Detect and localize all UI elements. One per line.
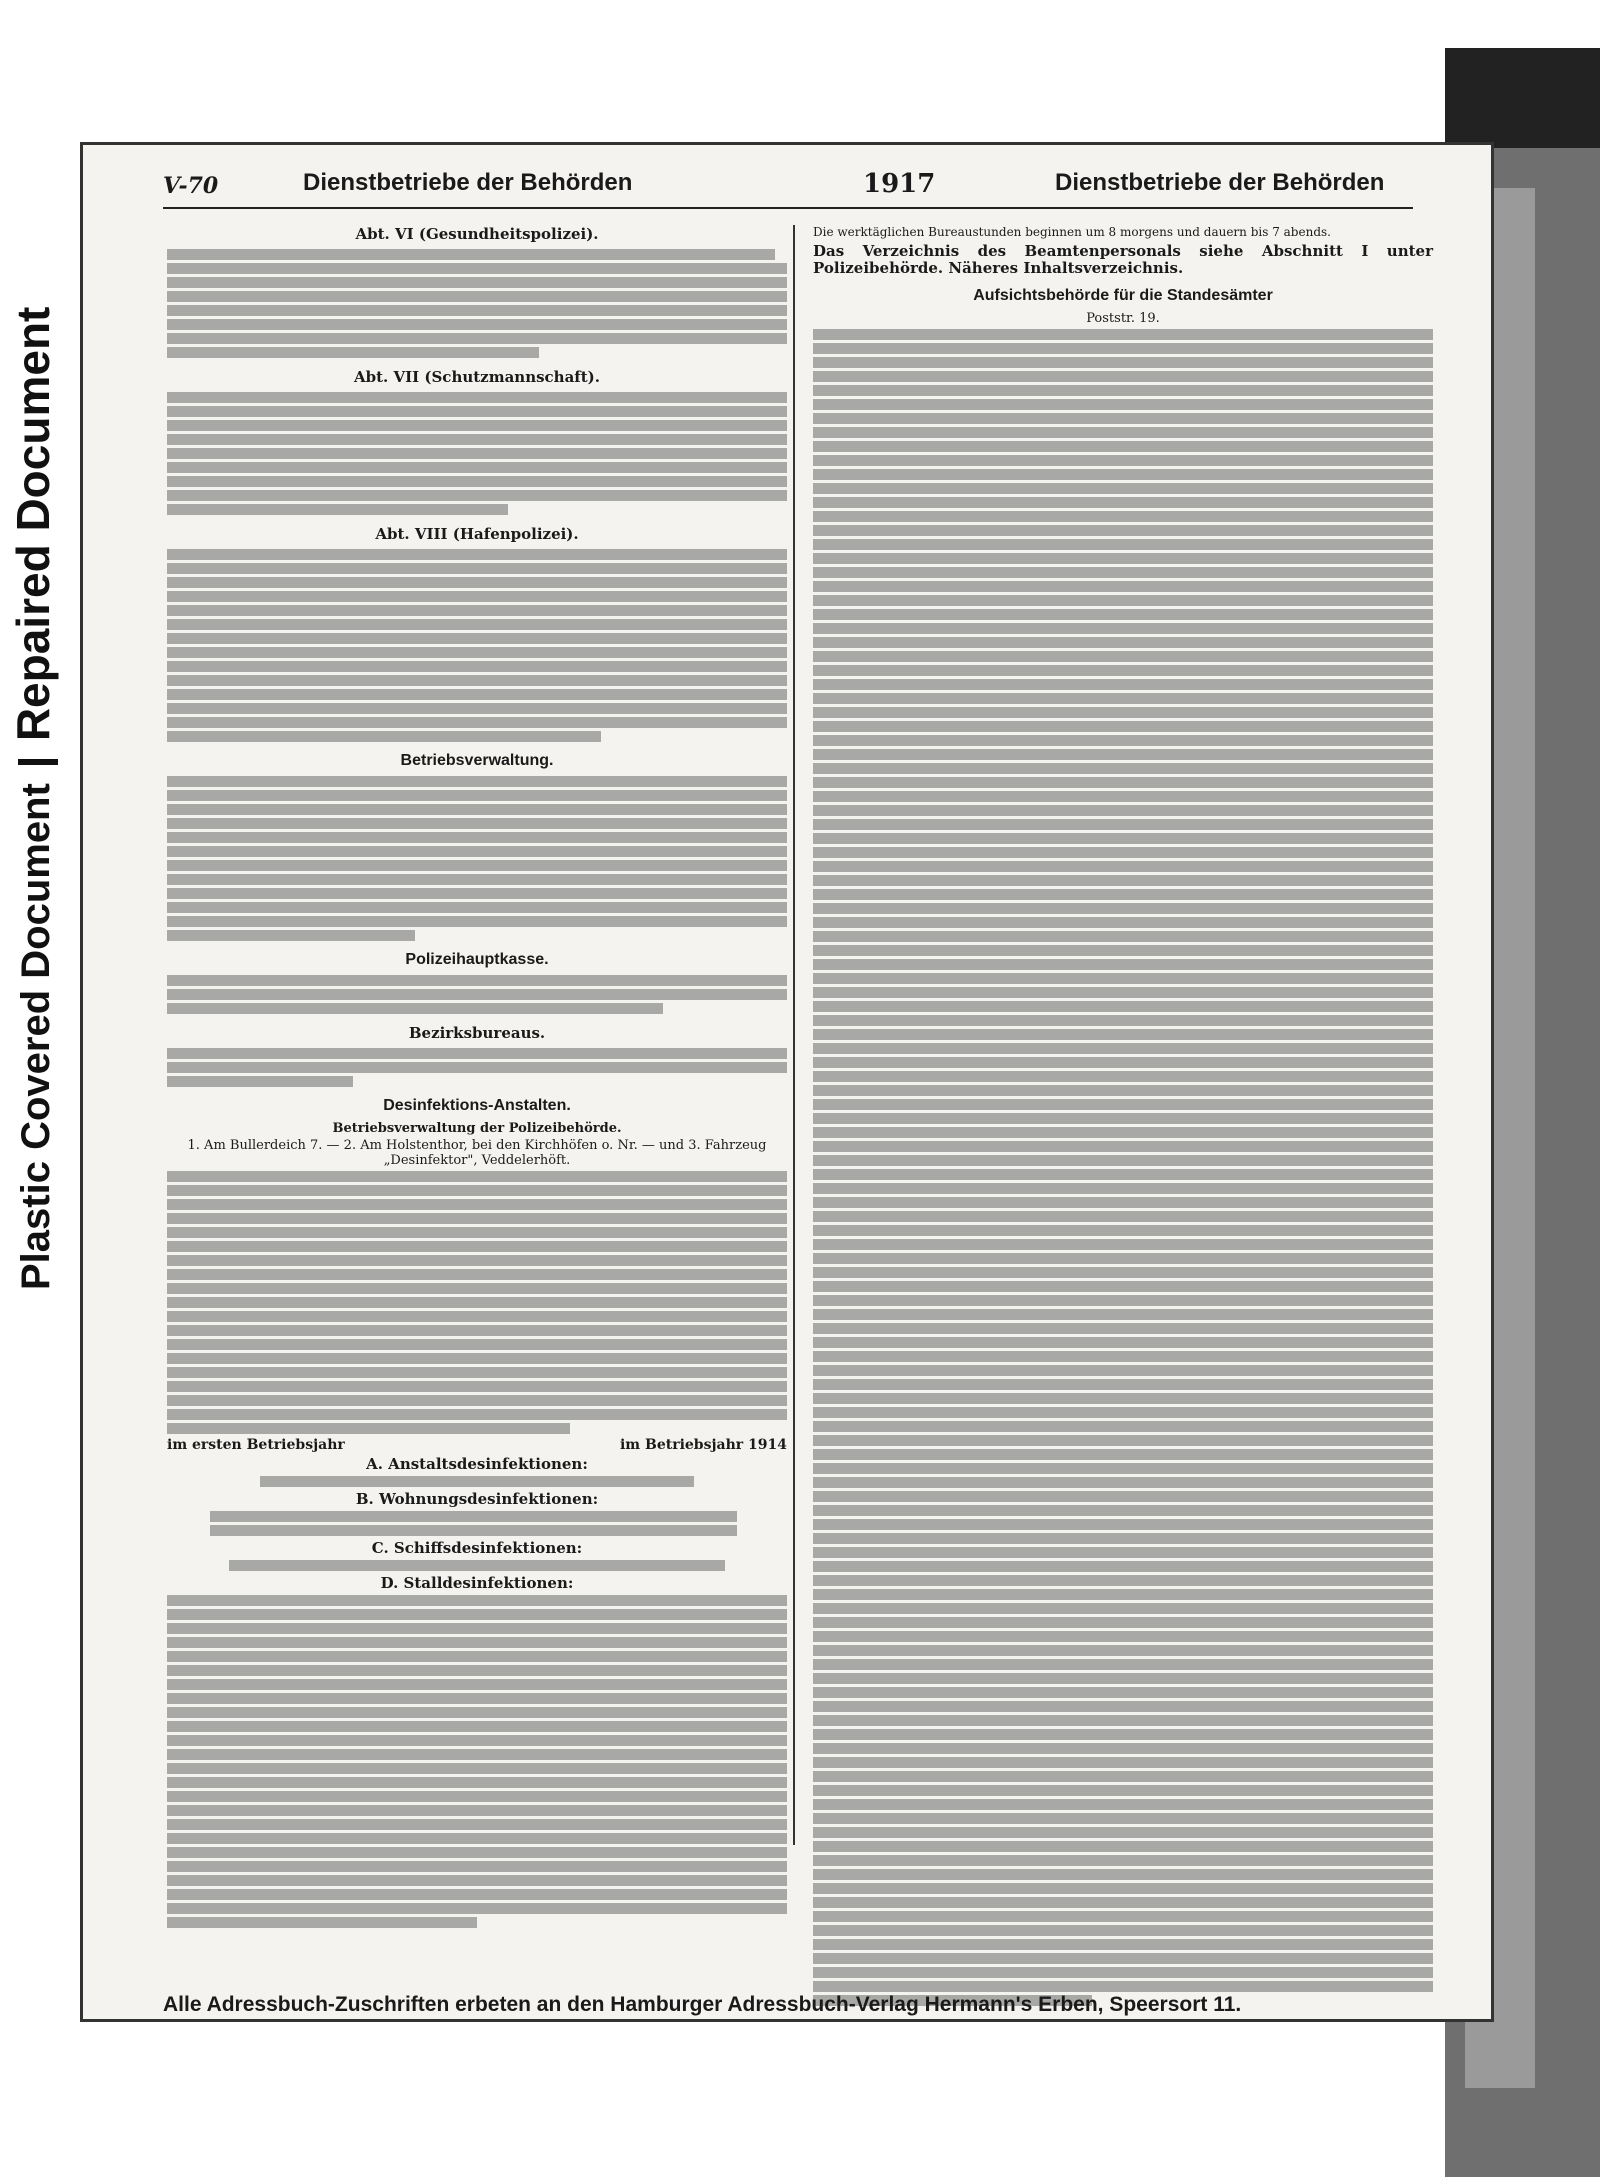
illegible-text-line [167, 1048, 787, 1059]
illegible-text-line [813, 1813, 1433, 1824]
illegible-text-line [813, 693, 1433, 704]
illegible-text-line [167, 1297, 787, 1308]
illegible-text-line [167, 249, 775, 260]
illegible-text-line [167, 1791, 787, 1802]
illegible-text-line [813, 595, 1433, 606]
illegible-text-line [167, 1062, 787, 1073]
illegible-text-line [167, 1003, 663, 1014]
illegible-text-line [167, 989, 787, 1000]
illegible-text-line [813, 1379, 1433, 1390]
office-hours: Die werktäglichen Bureaustunden beginnen um 8 morgens und dauern bis 7 abends. [813, 225, 1331, 239]
illegible-text-line [167, 1269, 787, 1280]
illegible-text-line [813, 1421, 1433, 1432]
illegible-text-line [813, 665, 1433, 676]
illegible-text-line [813, 609, 1433, 620]
illegible-text-line [167, 1595, 787, 1606]
illegible-text-line [813, 1169, 1433, 1180]
illegible-text-line [813, 1869, 1433, 1880]
illegible-text-line [167, 1171, 787, 1182]
right-column [813, 225, 1433, 2009]
illegible-text-line [813, 1057, 1433, 1068]
illegible-text-line [813, 1533, 1433, 1544]
illegible-text-line [813, 749, 1433, 760]
illegible-text-line [167, 689, 787, 700]
illegible-text-line [813, 1953, 1433, 1964]
illegible-text-line [167, 1255, 787, 1266]
illegible-text-line [813, 679, 1433, 690]
illegible-text-line [167, 462, 787, 473]
illegible-text-line [813, 735, 1433, 746]
illegible-text-line [813, 1435, 1433, 1446]
illegible-text-line [813, 1337, 1433, 1348]
illegible-text-line [813, 525, 1433, 536]
illegible-text-line [813, 637, 1433, 648]
illegible-text-line [813, 1841, 1433, 1852]
illegible-text-line [813, 1519, 1433, 1530]
illegible-text-line [167, 1665, 787, 1676]
illegible-text-line [813, 581, 1433, 592]
illegible-text-line [813, 455, 1433, 466]
illegible-text-line [167, 434, 787, 445]
illegible-text-line [167, 1609, 787, 1620]
page-header [163, 163, 1413, 209]
illegible-text-line [813, 413, 1433, 424]
stat-heading-c: C. Schiffsdesinfektionen: [371, 1539, 583, 1557]
illegible-text-line [813, 1071, 1433, 1082]
text-block [167, 1048, 787, 1087]
illegible-text-line [813, 329, 1433, 340]
illegible-text-line [813, 1631, 1433, 1642]
illegible-text-line [813, 1113, 1433, 1124]
illegible-text-line [813, 1911, 1433, 1922]
illegible-text-line [813, 1617, 1433, 1628]
illegible-text-line [167, 804, 787, 815]
plastic-label: Plastic Covered Document [14, 783, 58, 1290]
illegible-text-line [813, 945, 1433, 956]
illegible-text-line [813, 1589, 1433, 1600]
illegible-text-line [813, 1603, 1433, 1614]
illegible-text-line [167, 1339, 787, 1350]
illegible-text-line [167, 1833, 787, 1844]
illegible-text-line [167, 790, 787, 801]
illegible-text-line [813, 357, 1433, 368]
illegible-text-line [167, 619, 787, 630]
year-1914-label: im Betriebsjahr 1914 [619, 1437, 787, 1453]
illegible-text-line [813, 567, 1433, 578]
desinf-addresses: 1. Am Bullerdeich 7. — 2. Am Holstenthor, bei den Kirchhöfen o. Nr. — und 3. Fahrzeug „Desinfektor", Veddelerhöft. [187, 1138, 767, 1168]
illegible-text-line [813, 889, 1433, 900]
illegible-text-line [167, 1423, 570, 1434]
illegible-text-line [813, 875, 1433, 886]
illegible-text-line [167, 1917, 477, 1928]
illegible-text-line [813, 1267, 1433, 1278]
illegible-text-line [167, 1819, 787, 1830]
illegible-text-line [813, 1715, 1433, 1726]
illegible-text-line [167, 1861, 787, 1872]
illegible-text-line [813, 959, 1433, 970]
aufsicht-address: Poststr. 19. [1086, 311, 1160, 326]
text-block [167, 975, 787, 1014]
illegible-text-line [813, 1673, 1433, 1684]
illegible-text-line [167, 1353, 787, 1364]
illegible-text-line [167, 902, 787, 913]
illegible-text-line [813, 539, 1433, 550]
illegible-text-line [167, 1283, 787, 1294]
illegible-text-line [167, 1367, 787, 1378]
illegible-text-line [813, 1967, 1433, 1978]
illegible-text-line [167, 731, 601, 742]
left-column [167, 225, 787, 1931]
illegible-text-line [260, 1476, 694, 1487]
illegible-text-line [167, 577, 787, 588]
illegible-text-line [167, 703, 787, 714]
illegible-text-line [813, 1351, 1433, 1362]
illegible-text-line [167, 1777, 787, 1788]
illegible-text-line [813, 1799, 1433, 1810]
illegible-text-line [813, 1099, 1433, 1110]
illegible-text-line [167, 1847, 787, 1858]
illegible-text-line [167, 647, 787, 658]
illegible-text-line [813, 1897, 1433, 1908]
illegible-text-line [167, 1311, 787, 1322]
column-divider [793, 225, 795, 1845]
illegible-text-line [813, 973, 1433, 984]
illegible-text-line [210, 1525, 737, 1536]
personnel-reference: Das Verzeichnis des Beamtenpersonals siehe Abschnitt I unter Polizeibehörde. Näheres Inhaltsverzeichnis. [813, 242, 1433, 277]
illegible-text-line [813, 721, 1433, 732]
illegible-text-line [167, 1651, 787, 1662]
illegible-text-line [813, 1127, 1433, 1138]
illegible-text-line [813, 1029, 1433, 1040]
illegible-text-line [813, 1085, 1433, 1096]
illegible-text-line [813, 1785, 1433, 1796]
illegible-text-line [813, 1925, 1433, 1936]
illegible-text-line [813, 1211, 1433, 1222]
illegible-text-line [167, 319, 787, 330]
illegible-text-line [813, 1365, 1433, 1376]
illegible-text-line [813, 1729, 1433, 1740]
illegible-text-line [813, 791, 1433, 802]
text-block [813, 329, 1433, 2006]
illegible-text-line [813, 1449, 1433, 1460]
year-first-label: im ersten Betriebsjahr [167, 1437, 345, 1453]
text-block [167, 1171, 787, 1434]
illegible-text-line [813, 1981, 1433, 1992]
illegible-text-line [813, 1043, 1433, 1054]
illegible-text-line [813, 651, 1433, 662]
illegible-text-line [813, 1295, 1433, 1306]
illegible-text-line [167, 1325, 787, 1336]
illegible-text-line [813, 1477, 1433, 1488]
illegible-text-line [167, 818, 787, 829]
illegible-text-line [813, 1561, 1433, 1572]
illegible-text-line [167, 347, 539, 358]
illegible-text-line [167, 1185, 787, 1196]
illegible-text-line [167, 1693, 787, 1704]
illegible-text-line [167, 1735, 787, 1746]
illegible-text-line [167, 504, 508, 515]
illegible-text-line [813, 917, 1433, 928]
text-block [167, 776, 787, 941]
illegible-text-line [167, 1395, 787, 1406]
stat-heading-b: B. Wohnungsdesinfektionen: [355, 1490, 599, 1508]
illegible-text-line [813, 483, 1433, 494]
illegible-text-line [167, 675, 787, 686]
illegible-text-line [167, 448, 787, 459]
illegible-text-line [167, 1213, 787, 1224]
illegible-text-line [229, 1560, 725, 1571]
illegible-text-line [813, 1659, 1433, 1670]
illegible-text-line [167, 717, 787, 728]
illegible-text-line [167, 888, 787, 899]
illegible-text-line [813, 1757, 1433, 1768]
text-block [167, 1595, 787, 1928]
illegible-text-line [813, 1491, 1433, 1502]
illegible-text-line [813, 1743, 1433, 1754]
illegible-text-line [813, 1141, 1433, 1152]
publisher-footer: Alle Adressbuch-Zuschriften erbeten an den Hamburger Adressbuch-Verlag Hermann's Erben, Speersort 11. [163, 1993, 1242, 2016]
illegible-text-line [813, 763, 1433, 774]
section-heading-hauptkasse: Polizeihauptkasse. [405, 951, 549, 968]
illegible-text-line [167, 605, 787, 616]
repaired-label: Repaired Document [7, 306, 59, 742]
illegible-text-line [167, 874, 787, 885]
desinf-subheading: Betriebsverwaltung der Polizeibehörde. [332, 1121, 622, 1136]
illegible-text-line [167, 1889, 787, 1900]
illegible-text-line [167, 263, 787, 274]
illegible-text-line [813, 385, 1433, 396]
illegible-text-line [167, 1749, 787, 1760]
illegible-text-line [813, 1855, 1433, 1866]
illegible-text-line [813, 1155, 1433, 1166]
side-label [6, 307, 60, 1290]
section-heading-abt6: Abt. VI (Gesundheitspolizei). [355, 225, 599, 243]
illegible-text-line [813, 1701, 1433, 1712]
illegible-text-line [813, 1463, 1433, 1474]
text-block [167, 249, 787, 358]
illegible-text-line [813, 1197, 1433, 1208]
illegible-text-line [813, 1001, 1433, 1012]
illegible-text-line [167, 1409, 787, 1420]
illegible-text-line [167, 916, 787, 927]
illegible-text-line [167, 846, 787, 857]
header-left-title: Dienstbetriebe der Behörden [303, 169, 633, 196]
illegible-text-line [167, 291, 787, 302]
illegible-text-line [813, 1183, 1433, 1194]
illegible-text-line [813, 1645, 1433, 1656]
illegible-text-line [167, 490, 787, 501]
illegible-text-line [167, 476, 787, 487]
section-heading-betrieb: Betriebsverwaltung. [400, 752, 554, 769]
illegible-text-line [813, 1575, 1433, 1586]
illegible-text-line [813, 441, 1433, 452]
section-heading-aufsicht: Aufsichtsbehörde für die Standesämter [973, 287, 1273, 304]
illegible-text-line [167, 1199, 787, 1210]
stat-heading-d: D. Stalldesinfektionen: [380, 1574, 574, 1592]
illegible-text-line [167, 591, 787, 602]
illegible-text-line [813, 1687, 1433, 1698]
illegible-text-line [813, 497, 1433, 508]
illegible-text-line [813, 987, 1433, 998]
illegible-text-line [167, 1637, 787, 1648]
illegible-text-line [813, 847, 1433, 858]
illegible-text-line [813, 1883, 1433, 1894]
illegible-text-line [813, 1505, 1433, 1516]
illegible-text-line [167, 1241, 787, 1252]
illegible-text-line [813, 1939, 1433, 1950]
illegible-text-line [813, 1225, 1433, 1236]
illegible-text-line [167, 1875, 787, 1886]
text-block [167, 392, 787, 515]
illegible-text-line [813, 399, 1433, 410]
illegible-text-line [167, 305, 787, 316]
illegible-text-line [167, 406, 787, 417]
illegible-text-line [813, 511, 1433, 522]
illegible-text-line [167, 563, 787, 574]
dark-corner [1445, 48, 1600, 148]
illegible-text-line [167, 860, 787, 871]
illegible-text-line [167, 1381, 787, 1392]
illegible-text-line [167, 975, 787, 986]
illegible-text-line [167, 333, 787, 344]
illegible-text-line [813, 469, 1433, 480]
illegible-text-line [210, 1511, 737, 1522]
illegible-text-line [167, 930, 415, 941]
illegible-text-line [813, 1547, 1433, 1558]
illegible-text-line [167, 633, 787, 644]
illegible-text-line [813, 833, 1433, 844]
illegible-text-line [813, 1393, 1433, 1404]
illegible-text-line [167, 1805, 787, 1816]
illegible-text-line [813, 623, 1433, 634]
illegible-text-line [167, 1623, 787, 1634]
illegible-text-line [813, 1281, 1433, 1292]
illegible-text-line [813, 1323, 1433, 1334]
illegible-text-line [167, 832, 787, 843]
stat-heading-a: A. Anstaltsdesinfektionen: [366, 1455, 588, 1473]
scanned-page [80, 142, 1494, 2022]
illegible-text-line [813, 1253, 1433, 1264]
header-year: 1917 [863, 169, 936, 199]
illegible-text-line [813, 777, 1433, 788]
illegible-text-line [167, 277, 787, 288]
illegible-text-line [813, 903, 1433, 914]
illegible-text-line [813, 1407, 1433, 1418]
illegible-text-line [813, 427, 1433, 438]
illegible-text-line [167, 1721, 787, 1732]
illegible-text-line [813, 707, 1433, 718]
section-heading-bezirk: Bezirksbureaus. [408, 1024, 546, 1042]
section-heading-abt8: Abt. VIII (Hafenpolizei). [375, 525, 579, 543]
illegible-text-line [813, 553, 1433, 564]
illegible-text-line [813, 861, 1433, 872]
stat-years [167, 1437, 787, 1453]
illegible-text-line [167, 776, 787, 787]
section-heading-desinf: Desinfektions-Anstalten. [383, 1097, 571, 1114]
folio-number: V-70 [163, 173, 219, 199]
illegible-text-line [167, 1903, 787, 1914]
illegible-text-line [813, 805, 1433, 816]
illegible-text-line [167, 1679, 787, 1690]
illegible-text-line [167, 420, 787, 431]
text-block [167, 549, 787, 742]
illegible-text-line [167, 392, 787, 403]
illegible-text-line [167, 1763, 787, 1774]
illegible-text-line [813, 1239, 1433, 1250]
illegible-text-line [167, 661, 787, 672]
illegible-text-line [813, 1827, 1433, 1838]
illegible-text-line [813, 1771, 1433, 1782]
illegible-text-line [813, 371, 1433, 382]
label-separator [18, 759, 58, 765]
illegible-text-line [813, 819, 1433, 830]
illegible-text-line [813, 1309, 1433, 1320]
illegible-text-line [167, 1076, 353, 1087]
section-heading-abt7: Abt. VII (Schutzmannschaft). [353, 368, 601, 386]
illegible-text-line [813, 1015, 1433, 1026]
illegible-text-line [813, 343, 1433, 354]
illegible-text-line [167, 1707, 787, 1718]
illegible-text-line [813, 931, 1433, 942]
header-right-title: Dienstbetriebe der Behörden [1055, 169, 1385, 196]
illegible-text-line [167, 1227, 787, 1238]
illegible-text-line [167, 549, 787, 560]
